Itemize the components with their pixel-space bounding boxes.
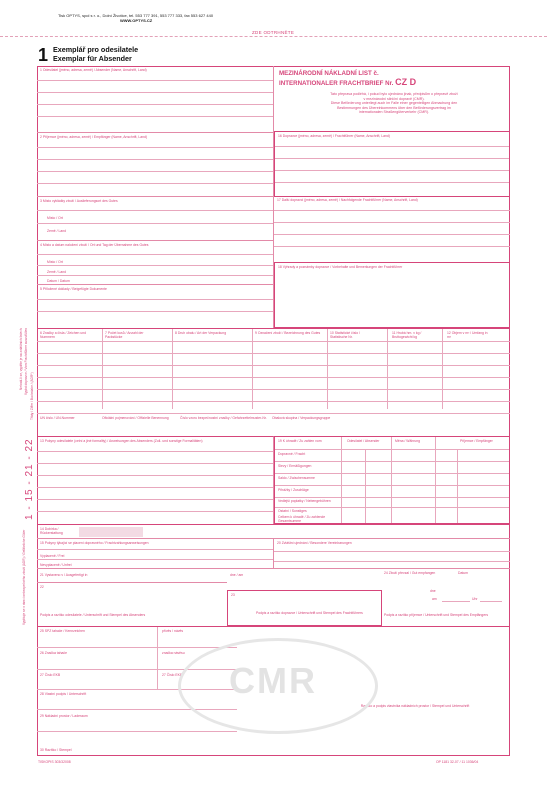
field-14-label: 14 Dobírka / Rückerstattung [40,527,63,535]
field-21-issued-in[interactable] [37,568,380,582]
field-26-label[interactable]: 26 Značka tahače [40,651,67,655]
field-3-label: 3 Místo vykládky zboží / Auslieferungsort des Gutes [40,199,118,203]
field-18-carrier-remarks[interactable] [274,262,510,328]
field-5-label: 5 Přiložené doklady / Beigefügte Dokumente [40,287,107,291]
goods-col-stat-no: 10 Statistické číslo / Statistische Nr. [330,331,360,339]
field-19-row-balance: Saldo / Zwischensumme [278,476,315,480]
goods-col-volume: 12 Objem v m³ / Umfang in m³ [447,331,488,339]
field-22-sender-signature[interactable] [37,582,227,626]
field-30-note: Razítko a podpis vlastníka nákladních prostor / Stempel und Unterschrift [360,704,470,708]
cmr-description [284,92,504,115]
field-5-documents[interactable] [37,284,274,328]
field-13-label: 13 Pokyny odesílatele (celní a jiné formality) / Anweisungen des Absenders (Zoll- und sonstige Formalitäten) [40,439,203,443]
cmr-desc-line-3: Diese Beförderung unterliegt auch im Falle einer gegenteiligen Abmachung den [330,101,458,106]
goods-col-description: 9 Označení zboží / Bezeichnung des Gutes [255,331,321,335]
field-13-sender-instructions[interactable] [37,436,274,524]
cmr-desc-line-1: Tato přeprava podléhá, i pokud bylo ujednáno jinak, předpisům o přepravě zboží [330,92,458,96]
publisher-line: Tisk OPTYS, spol s r. o., Dolní Životice, tel. 553 777 391, 553 777 333, fax 553 627 440 [58,13,214,18]
field-19-row-fees: Vedlejší poplatky / Nebengebühren [278,499,331,503]
cmr-title-de [279,78,416,88]
field-19-row-total: Celkem k úhradě / Zu zahlende Gesamtsumme [278,515,326,523]
field-28-label[interactable]: 28 Vlastní podpis / Unterschrift [40,692,87,696]
field-24-label: 24 Zboží převzal / Gut empfangen [384,571,436,575]
field-4-label: 4 Místo a datum naložení zboží / Ort und Tag der Übernahme des Gutes [40,243,149,247]
cut-line [0,36,547,37]
cmr-desc-line-4: Bestimmungen des Übereinkommens über den Beförderungsvertrag im [337,105,451,110]
field-3-country-label: Země / Land [47,229,67,233]
field-19-row-other: Ostatní / Sonstiges [278,509,307,513]
field-19-col-receiver: Příjemce / Empfänger [460,439,493,443]
cmr-title-block [274,66,510,132]
side-text-2: Vyplní dopravce / Vom Frachtführer auszufüllen [24,327,28,395]
field-21-date-label: dne / am [230,573,244,577]
field-14-shaded-box [79,527,143,537]
field-19-payment[interactable] [274,436,510,524]
field-22-number: 22 [40,585,44,589]
field-24-place-label: dne [430,589,436,593]
field-15-unpaid: Nevyplaceně / Unfrei [40,563,72,567]
field-25-label[interactable]: 25 SPZ tahače / Kennzeichen [40,629,85,633]
field-19-row-discount: Slevy / Ermäßigungen [278,464,312,468]
field-4-date-label: Datum / Datum [47,279,70,283]
adr-col-label: Číslo vzoru bezpečnostní značky / Gefahrzettelmuster-Nr. [180,416,267,420]
field-2-label: 2 Příjemce (jméno, adresa, země) / Empfänger (Name, Anschrift, Land) [40,135,148,139]
adr-col-un: UN číslo / UN-Nummer [40,416,75,420]
field-3-delivery-place[interactable] [37,196,274,240]
field-25b-label[interactable]: přívěs / návěs [162,629,184,633]
field-19-head: 19 K úhradě / Zu zahlen vom [278,439,322,443]
field-3-place-label: Místo / Ort [47,216,63,220]
field-26b-label[interactable]: značka návěsu [162,651,185,655]
publisher-website: WWW.OPTYS.CZ [120,18,153,23]
goods-col-packages: 7 Počet kusů / Anzahl der Packstücke [105,331,144,339]
cmr-watermark-text: CMR [229,660,317,701]
vertical-box-numbers: 1 - 15 - 21 - 22 [24,438,35,520]
cmr-title-cz: MEZINÁRODNÍ NÁKLADNÍ LIST č. [279,70,379,77]
field-29-label[interactable]: 29 Nákladní prostor / Laderaum [40,714,88,718]
goods-col-weight: 11 Hrubá hm. v kg / Bruttogewicht kg [392,331,422,339]
goods-table[interactable] [37,328,510,436]
goods-col-marks: 6 Značky a čísla / Zeichen und Nummern [40,331,86,339]
cmr-desc-line-2: v mezinárodní silniční dopravě (CMR). [363,96,425,101]
field-24-time-label: Uhr [472,597,478,601]
field-24-date-label: Datum [458,571,468,575]
cmr-desc-line-5: internationalen Straßengüterverkehr (CMR). [358,110,430,115]
field-4-loading-place[interactable] [37,240,274,284]
footer-left: TISKOPIS 303/32008 [38,760,71,764]
field-30-label[interactable]: 30 Razítko / Stempel [40,748,72,752]
adr-col-group: Obalová skupina / Verpackungsgruppe [272,416,331,420]
cmr-country-code: CZ D [395,77,417,87]
field-20-label: 20 Zvláštní ujednání / Besondere Vereinbarungen [277,541,352,545]
field-1-label: 1 Odesílatel (jméno, adresa, země) / Absender (Name, Anschrift, Land) [40,68,147,72]
field-21-label: 21 Vystaveno v / Ausgefertigt in [40,573,88,577]
field-24-goods-received[interactable] [380,568,510,626]
cmr-title-de-text: INTERNATIONALER FRACHTBRIEF Nr. [279,80,394,87]
field-18-label: 18 Výhrady a poznámky dopravce / Vorbehalte und Bemerkungen der Frachtführer [278,265,403,269]
field-27-label[interactable]: 27 Číslo EKB [40,673,61,677]
side-text-1: Nehodí-li se, vyplňte je na zvláštních listech [19,328,23,390]
field-15-paid: Vyplaceně / Frei [40,554,65,558]
field-23-number: 23 [231,593,235,597]
field-4-country-label: Země / Land [47,270,67,274]
copy-title-cz: Exemplář pro odesilatele [53,45,139,54]
goods-col-packing: 8 Druh obalu / Art der Verpackung [175,331,227,335]
field-24-am-label: am [432,597,437,601]
copy-title-de: Exemplar für Absender [53,54,132,63]
field-19-col-currency: Měna / Währung [395,439,421,443]
field-23-carrier-signature[interactable] [227,590,382,626]
footer-right: OP 1181 32-07 / 11 1036/04 [436,760,479,764]
field-19-row-surcharge: Přirážky / Zuschläge [278,488,309,492]
field-23-sig-label: Podpis a razítko dopravce / Unterschrift und Stempel des Frachtführers [256,611,363,615]
field-4-place-label: Místo / Ort [47,260,63,264]
field-14-cod[interactable] [37,524,510,538]
field-27b-label[interactable]: 27 Číslo EKB [162,673,183,677]
field-15-payment-instructions[interactable] [37,538,274,568]
cut-note: ZDE ODTRHNĚTE [252,30,295,35]
field-19-col-sender: Odesílatel / Absender [347,439,380,443]
field-15-label: 15 Pokyny týkající se placení dopravného / Frachtzahlungsanweisungen [40,541,149,545]
field-24-sig-label: Podpis a razítko příjemce / Unterschrift und Stempel des Empfängers [384,613,489,617]
field-22-sig-label: Podpis a razítko odesílatele / Unterschrift und Stempel des Absenders [40,613,146,617]
field-16-label: 16 Dopravce (jméno, adresa, země) / Frachtführer (Name, Anschrift, Land) [278,134,390,138]
field-2-consignee[interactable] [37,132,274,196]
field-16-carrier[interactable] [274,131,510,197]
copy-number: 1 [38,45,49,65]
field-17-next-carriers[interactable] [274,196,510,262]
side-text-3: Třídy / Ziffer / Buchstabe / (ADR*) [30,372,34,420]
field-17-label: 17 Další dopravci (jméno, adresa, země) / Nachfolgende Frachtführer (Name, Anschrift, Land) [277,198,418,202]
field-20-special-agreements[interactable] [274,538,510,568]
adr-col-name: Oficiální pojmenování / Offizielle Benennung [102,416,169,420]
field-19-row-freight: Dopravné / Fracht [278,452,306,456]
side-text-bottom: Vyplňuje se v rámci nebezpečného zboží (ADR) / Gefährliche Güter [22,529,26,625]
field-1-sender[interactable] [37,66,274,132]
